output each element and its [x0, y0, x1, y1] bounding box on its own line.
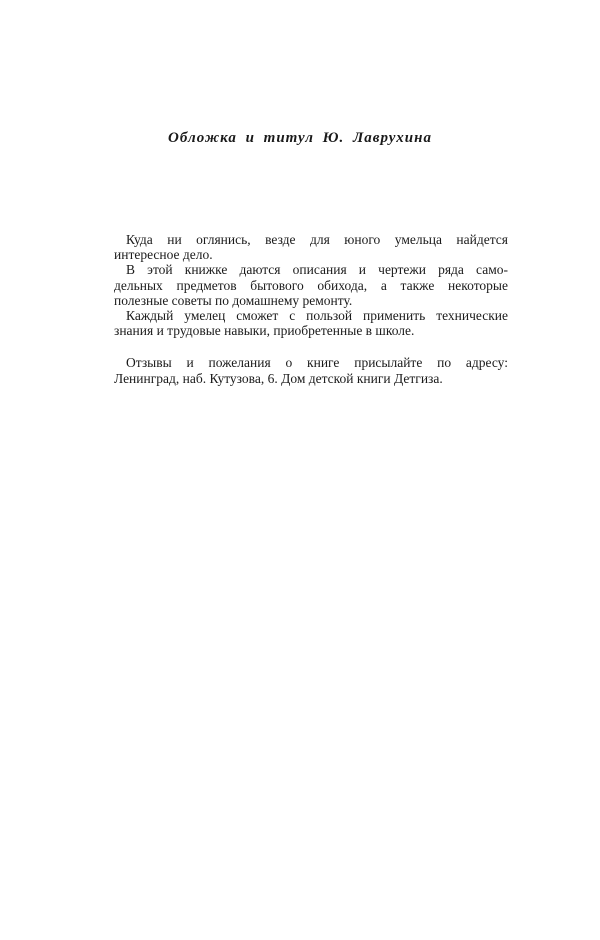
text-line: Каждый умелец сможет с пользой применить технические [126, 308, 508, 324]
annotation-paragraph-1 [114, 232, 508, 262]
text-line: знания и трудовые навыки, приобретенные в школе. [114, 323, 415, 339]
cover-credit: Обложка и титул Ю. Лаврухина [168, 130, 432, 146]
feedback-paragraph [114, 355, 508, 385]
text-line: дельных предметов бытового обихода, а также некоторые [114, 277, 508, 293]
text-line: интересное дело. [114, 247, 213, 263]
annotation-block [114, 232, 508, 386]
text-line: Куда ни оглянись, везде для юного умельца найдется [126, 232, 508, 247]
text-line: Ленинград, наб. Кутузова, 6. Дом детской книги Детгиза. [114, 370, 443, 386]
text-line: Отзывы и пожелания о книге присылайте по адресу: [126, 355, 508, 371]
annotation-paragraph-3 [114, 308, 508, 338]
text-line: полезные советы по домашнему ремонту. [114, 292, 353, 308]
text-line: В этой книжке даются описания и чертежи ряда само- [126, 262, 508, 278]
annotation-paragraph-2 [114, 262, 508, 308]
paragraph-gap [114, 338, 508, 355]
